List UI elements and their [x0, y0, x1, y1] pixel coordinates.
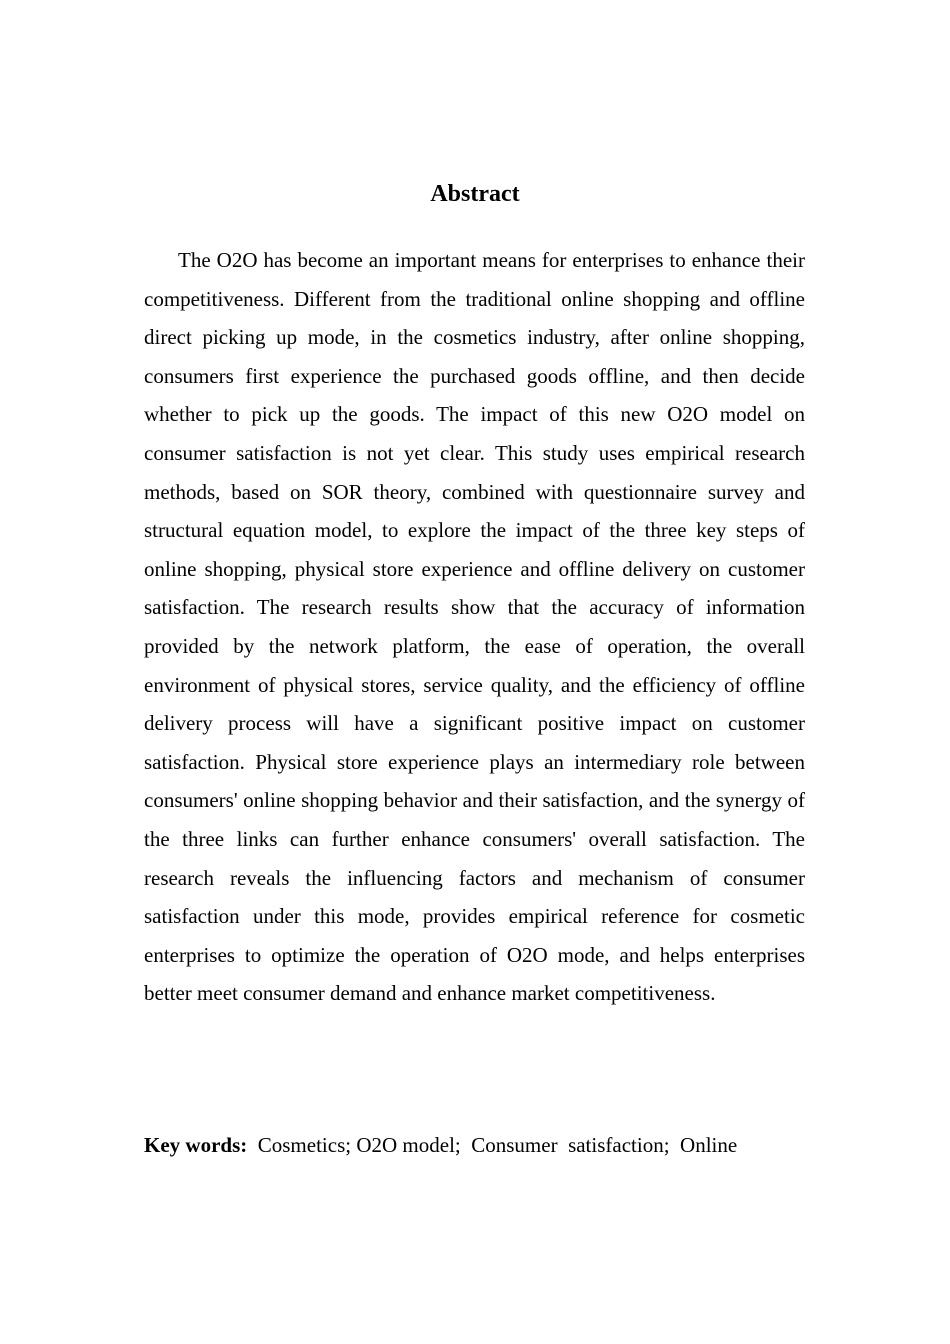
keywords-text: Cosmetics; O2O model; Consumer satisfaction; Online [257, 1133, 738, 1157]
keywords-label: Key words: [144, 1133, 248, 1157]
keywords-line [144, 1126, 844, 1164]
page-title: Abstract [430, 181, 520, 207]
abstract-paragraph: The O2O has become an important means for enterprises to enhance their competitiveness. Different from the traditional online shopping and offline direct picking up mode, in the cosmetics industry, after online shopping, consumers first experience the purchased goods offline, and then decide whether to pick up the goods. The impact of this new O2O model on consumer satisfaction is not yet clear. This study uses empirical research methods, based on SOR theory, combined with questionnaire survey and structural equation model, to explore the impact of the three key steps of online shopping, physical store experience and offline delivery on customer satisfaction. The research results show that the accuracy of information provided by the network platform, the ease of operation, the overall environment of physical stores, service quality, and the efficiency of offline delivery process will have a significant positive impact on customer satisfaction. Physical store experience plays an intermediary role between consumers' online shopping behavior and their satisfaction, and the synergy of the three links can further enhance consumers' overall satisfaction. The research reveals the influencing factors and mechanism of consumer satisfaction under this mode, provides empirical reference for cosmetic enterprises to optimize the operation of O2O mode, and helps enterprises better meet consumer demand and enhance market competitiveness. [144, 248, 805, 1006]
